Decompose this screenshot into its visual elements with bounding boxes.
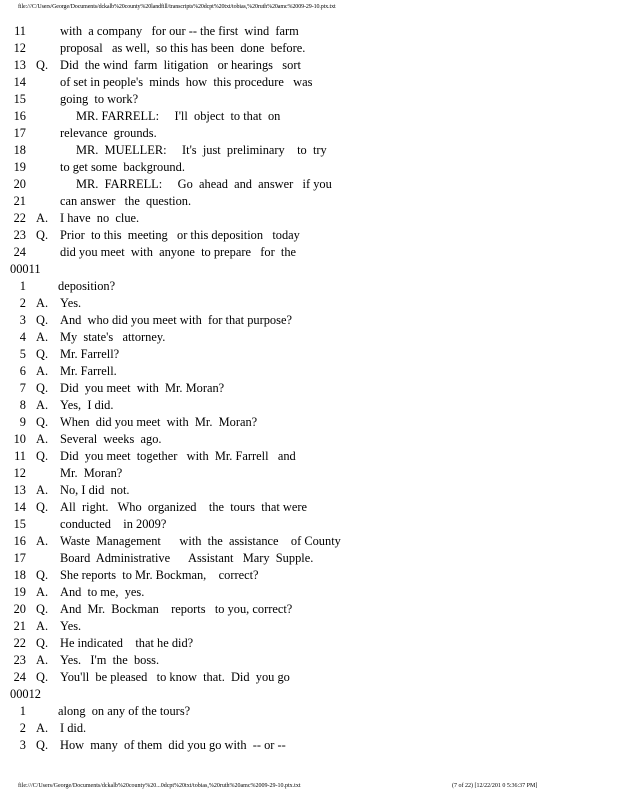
- transcript-line: [0, 278, 618, 295]
- line-number: 23: [13, 228, 26, 242]
- line-number: 23: [13, 653, 26, 667]
- qa-marker: A.: [36, 296, 49, 310]
- qa-marker: A.: [36, 721, 49, 735]
- qa-marker: Q.: [36, 58, 49, 72]
- transcript-line: [0, 567, 618, 584]
- line-text: along on any of the tours?: [58, 704, 191, 718]
- transcript-line: [0, 227, 618, 244]
- line-number: 21: [13, 619, 26, 633]
- line-number: 22: [13, 636, 26, 650]
- transcript-body: [0, 23, 618, 754]
- transcript-line: [0, 465, 618, 482]
- transcript-line: [0, 533, 618, 550]
- qa-marker: A.: [36, 211, 49, 225]
- line-text: relevance grounds.: [60, 126, 157, 140]
- line-text: Prior to this meeting or this deposition today: [60, 228, 300, 242]
- line-number: 24: [13, 670, 26, 684]
- line-text: Several weeks ago.: [60, 432, 162, 446]
- line-number: 6: [19, 364, 26, 378]
- line-text: You'll be pleased to know that. Did you go: [60, 670, 290, 684]
- line-number: 13: [13, 58, 26, 72]
- line-number: 15: [13, 517, 26, 531]
- line-text: did you meet with anyone to prepare for the: [60, 245, 297, 259]
- line-number: 8: [19, 398, 26, 412]
- qa-marker: Q.: [36, 449, 49, 463]
- qa-marker: A.: [36, 483, 49, 497]
- transcript-line: [0, 363, 618, 380]
- transcript-line: [0, 414, 618, 431]
- line-number: 1: [19, 704, 26, 718]
- transcript-line: [0, 499, 618, 516]
- page-number: 00011: [10, 262, 41, 276]
- line-text: going to work?: [60, 92, 139, 106]
- line-number: 1: [19, 279, 26, 293]
- line-number: 4: [19, 330, 26, 344]
- transcript-line: [0, 125, 618, 142]
- qa-marker: Q.: [36, 381, 49, 395]
- line-text: Mr. Farrell?: [60, 347, 120, 361]
- qa-marker: A.: [36, 432, 49, 446]
- qa-marker: A.: [36, 398, 49, 412]
- line-number: 17: [13, 551, 26, 565]
- line-text: Did you meet together with Mr. Farrell and: [60, 449, 296, 463]
- qa-marker: Q.: [36, 347, 49, 361]
- line-text: I did.: [60, 721, 87, 735]
- transcript-line: [0, 584, 618, 601]
- qa-marker: A.: [36, 619, 49, 633]
- transcript-line: [0, 482, 618, 499]
- line-number: 12: [13, 41, 26, 55]
- line-number: 11: [14, 449, 26, 463]
- line-text: conducted in 2009?: [60, 517, 167, 531]
- line-number: 3: [19, 738, 26, 752]
- qa-marker: A.: [36, 585, 49, 599]
- qa-marker: A.: [36, 653, 49, 667]
- line-text: Yes, I did.: [60, 398, 114, 412]
- line-text: Mr. Moran?: [60, 466, 123, 480]
- line-number: 21: [13, 194, 26, 208]
- line-text: She reports to Mr. Bockman, correct?: [60, 568, 259, 582]
- transcript-line: [0, 516, 618, 533]
- line-text: How many of them did you go with -- or --: [60, 738, 286, 752]
- line-text: to get some background.: [60, 160, 185, 174]
- line-number: 19: [13, 585, 26, 599]
- line-text: I have no clue.: [60, 211, 140, 225]
- transcript-line: [0, 550, 618, 567]
- line-number: 3: [19, 313, 26, 327]
- transcript-line: [0, 448, 618, 465]
- line-number: 13: [13, 483, 26, 497]
- transcript-line: [0, 397, 618, 414]
- transcript-line: [0, 193, 618, 210]
- transcript-line: [0, 244, 618, 261]
- qa-marker: Q.: [36, 228, 49, 242]
- qa-marker: Q.: [36, 602, 49, 616]
- line-number: 5: [19, 347, 26, 361]
- line-number: 24: [13, 245, 26, 259]
- line-number: 9: [19, 415, 26, 429]
- line-text: And who did you meet with for that purpose?: [60, 313, 292, 327]
- transcript-line: [0, 329, 618, 346]
- line-text: When did you meet with Mr. Moran?: [60, 415, 258, 429]
- line-text: Did the wind farm litigation or hearings sort: [60, 58, 301, 72]
- transcript-line: [0, 380, 618, 397]
- line-text: Yes. I'm the boss.: [60, 653, 160, 667]
- line-number: 20: [13, 177, 26, 191]
- page-marker: [0, 261, 618, 278]
- transcript-line: [0, 346, 618, 363]
- qa-marker: Q.: [36, 568, 49, 582]
- line-text: All right. Who organized the tours that were: [60, 500, 307, 514]
- page-number: 00012: [10, 687, 41, 701]
- transcript-line: [0, 312, 618, 329]
- line-number: 11: [14, 24, 26, 38]
- qa-marker: Q.: [36, 500, 49, 514]
- line-text: proposal as well, so this has been done before.: [60, 41, 306, 55]
- line-number: 18: [13, 568, 26, 582]
- line-text: No, I did not.: [60, 483, 130, 497]
- transcript-line: [0, 737, 618, 754]
- qa-marker: Q.: [36, 670, 49, 684]
- page-info-footer: (7 of 22) [12/22/201 0 5:36:37 PM]: [452, 783, 538, 789]
- line-number: 19: [13, 160, 26, 174]
- transcript-line: [0, 601, 618, 618]
- transcript-line: [0, 618, 618, 635]
- line-number: 7: [19, 381, 26, 395]
- qa-marker: A.: [36, 534, 49, 548]
- line-text: He indicated that he did?: [60, 636, 194, 650]
- line-text: And to me, yes.: [60, 585, 145, 599]
- line-number: 17: [13, 126, 26, 140]
- line-text: MR. FARRELL: Go ahead and answer if you: [76, 177, 332, 191]
- line-text: Yes.: [60, 296, 82, 310]
- transcript-line: [0, 635, 618, 652]
- line-number: 22: [13, 211, 26, 225]
- qa-marker: Q.: [36, 738, 49, 752]
- transcript-line: [0, 57, 618, 74]
- line-text: with a company for our -- the first wind farm: [60, 24, 299, 38]
- transcript-line: [0, 159, 618, 176]
- line-text: My state's attorney.: [60, 330, 166, 344]
- transcript-line: [0, 210, 618, 227]
- line-number: 15: [13, 92, 26, 106]
- line-text: Did you meet with Mr. Moran?: [60, 381, 225, 395]
- transcript-line: [0, 74, 618, 91]
- transcript-line: [0, 23, 618, 40]
- qa-marker: Q.: [36, 636, 49, 650]
- transcript-line: [0, 108, 618, 125]
- qa-marker: A.: [36, 330, 49, 344]
- line-text: of set in people's minds how this procedure was: [60, 75, 313, 89]
- transcript-line: [0, 91, 618, 108]
- transcript-line: [0, 142, 618, 159]
- transcript-line: [0, 431, 618, 448]
- line-number: 16: [13, 109, 26, 123]
- transcript-line: [0, 720, 618, 737]
- transcript-line: [0, 652, 618, 669]
- line-number: 20: [13, 602, 26, 616]
- transcript-line: [0, 703, 618, 720]
- line-text: Yes.: [60, 619, 82, 633]
- line-text: Waste Management with the assistance of County: [60, 534, 341, 548]
- qa-marker: A.: [36, 364, 49, 378]
- qa-marker: Q.: [36, 415, 49, 429]
- line-text: can answer the question.: [60, 194, 192, 208]
- transcript-line: [0, 669, 618, 686]
- line-number: 12: [13, 466, 26, 480]
- line-number: 16: [13, 534, 26, 548]
- file-path-footer: file:///C/Users/George/Documents/dckalb%20county%20...0dcpt%20txt/tobias,%20ruth%20amc%2009-29-10.ptx.txt: [18, 783, 301, 789]
- line-number: 10: [13, 432, 26, 446]
- line-text: Board Administrative Assistant Mary Supple.: [60, 551, 314, 565]
- qa-marker: Q.: [36, 313, 49, 327]
- line-text: MR. MUELLER: It's just preliminary to try: [76, 143, 327, 157]
- page-marker: [0, 686, 618, 703]
- line-number: 2: [19, 296, 26, 310]
- line-text: deposition?: [58, 279, 116, 293]
- file-path-header: file:///C/Users/George/Documents/dckalb%20county%20landfill/transcripts%20dcpt%20txt/tobias,%20ruth%20amc%2009-29-10.ptx.txt: [18, 4, 336, 10]
- line-text: MR. FARRELL: I'll object to that on: [76, 109, 281, 123]
- line-text: Mr. Farrell.: [60, 364, 117, 378]
- transcript-line: [0, 295, 618, 312]
- line-number: 18: [13, 143, 26, 157]
- transcript-line: [0, 176, 618, 193]
- line-number: 2: [19, 721, 26, 735]
- line-number: 14: [13, 500, 26, 514]
- line-text: And Mr. Bockman reports to you, correct?: [60, 602, 293, 616]
- transcript-line: [0, 40, 618, 57]
- line-number: 14: [13, 75, 26, 89]
